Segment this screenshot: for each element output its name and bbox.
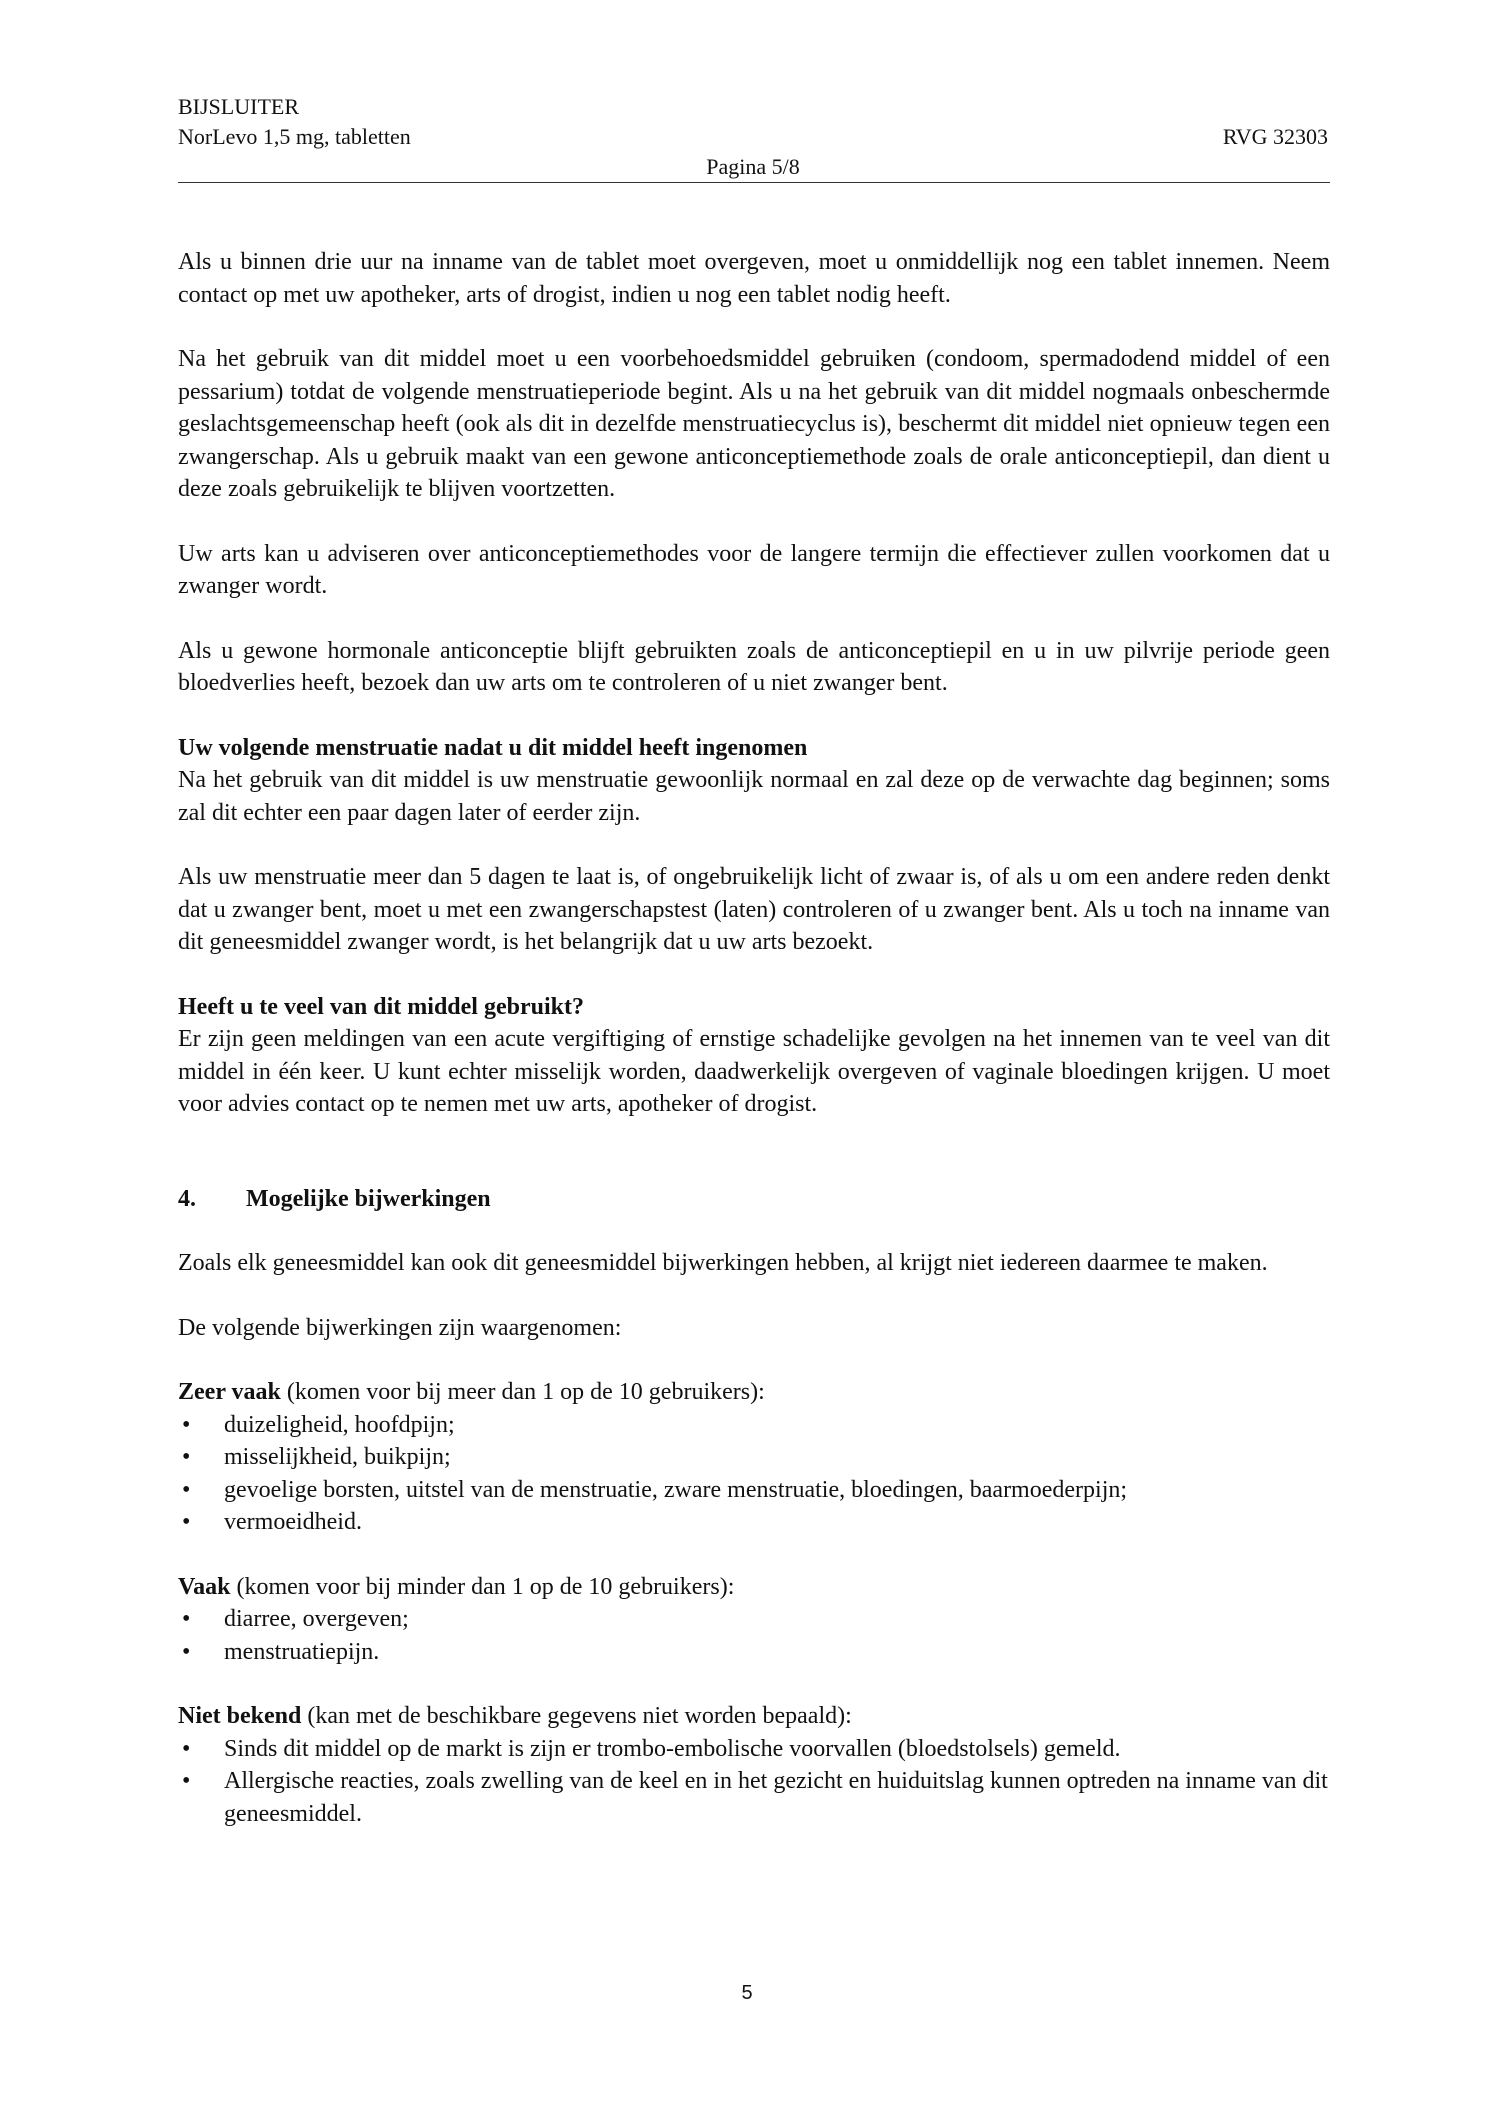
common-list	[178, 1603, 1330, 1668]
list-item	[178, 1603, 1330, 1636]
unknown-heading	[178, 1700, 1330, 1733]
very-common-heading	[178, 1376, 1330, 1409]
list-item-text: misselijkheid, buikpijn;	[224, 1444, 451, 1470]
page-header	[178, 92, 1328, 182]
doc-type: BIJSLUITER	[178, 94, 299, 119]
bullet-icon: •	[182, 1411, 191, 1438]
list-item	[178, 1765, 1330, 1830]
list-item-text: Allergische reacties, zoals zwelling van de keel en in het gezicht en huiduitslag kunnen optreden na inname van dit geneesmiddel.	[224, 1768, 1328, 1827]
common-group	[178, 1571, 1330, 1669]
bullet-icon: •	[182, 1444, 191, 1470]
section-number: 4.	[178, 1185, 196, 1212]
common-label: Vaak	[178, 1573, 231, 1600]
list-item-text: Sinds dit middel op de markt is zijn er trombo-embolische voorvallen (bloedstolsels) gemeld.	[224, 1735, 1121, 1762]
menstruation-text: Na het gebruik van dit middel is uw menstruatie gewoonlijk normaal en zal deze op de verwachte dag beginnen; soms zal dit echter een paar dagen later of eerder zijn.	[178, 767, 1330, 826]
menstruation-heading: Uw volgende menstruatie nadat u dit middel heeft ingenomen	[178, 734, 808, 761]
list-item-text: diarree, overgeven;	[224, 1606, 409, 1632]
list-item	[178, 1409, 1330, 1442]
paragraph-contraception: Na het gebruik van dit middel moet u een voorbehoedsmiddel gebruiken (condoom, spermadodend middel of een pessarium) totdat de volgende menstruatieperiode begint. Als u na het gebruik van dit middel nogmaals onbeschermde geslachtsgemeenschap heeft (ook als dit in dezelfde menstruatiecyclus is), beschermt dit middel niet opnieuw tegen een zwangerschap. Als u gebruik maakt van een gewone anticonceptiemethode zoals de orale anticonceptiepil, dan dient u deze zoals gebruikelijk te blijven voortzetten.	[178, 346, 1330, 502]
very-common-group	[178, 1376, 1330, 1539]
list-item	[178, 1636, 1330, 1669]
unknown-desc: (kan met de beschikbare gegevens niet worden bepaald):	[301, 1703, 852, 1729]
unknown-group	[178, 1700, 1330, 1830]
bullet-icon: •	[182, 1509, 191, 1535]
paragraph-hormonal: Als u gewone hormonale anticonceptie blijft gebruikten zoals de anticonceptiepil en u in uw pilvrije periode geen bloedverlies heeft, bezoek dan uw arts om te controleren of u niet zwanger bent.	[178, 637, 1330, 696]
product-name: NorLevo 1,5 mg, tabletten	[178, 124, 411, 149]
list-item-text: vermoeidheid.	[224, 1509, 362, 1535]
side-effects-observed: De volgende bijwerkingen zijn waargenomen:	[178, 1314, 622, 1341]
menstruation-late-text: Als uw menstruatie meer dan 5 dagen te laat is, of ongebruikelijk licht of zwaar is, of als u om een andere reden denkt dat u zwanger bent, moet u met een zwangerschapstest (laten) controleren of u zwanger bent. Als u toch na inname van dit geneesmiddel zwanger wordt, is het belangrijk dat u uw arts bezoekt.	[178, 864, 1330, 955]
unknown-label: Niet bekend	[178, 1703, 302, 1729]
very-common-list	[178, 1409, 1330, 1539]
list-item	[178, 1506, 1330, 1539]
paragraph-vomit: Als u binnen drie uur na inname van de tablet moet overgeven, moet u onmiddellijk nog een tablet innemen. Neem contact op met uw apotheker, arts of drogist, indien u nog een tablet nodig heeft.	[178, 249, 1330, 308]
bullet-icon: •	[182, 1638, 191, 1665]
header-divider	[178, 182, 1330, 183]
very-common-desc: (komen voor bij meer dan 1 op de 10 gebruikers):	[280, 1379, 765, 1405]
page-content	[178, 246, 1330, 1830]
overdose-section	[178, 991, 1330, 1121]
bullet-icon: •	[182, 1606, 191, 1632]
header-row	[178, 122, 1328, 152]
list-item-text: menstruatiepijn.	[224, 1638, 380, 1665]
bullet-icon: •	[182, 1476, 191, 1503]
overdose-text: Er zijn geen meldingen van een acute vergiftiging of ernstige schadelijke gevolgen na het innemen van te veel van dit middel in één keer. U kunt echter misselijk worden, daadwerkelijk overgeven of vaginale bloedingen krijgen. U moet voor advies contact op te nemen met uw arts, apotheker of drogist.	[178, 1026, 1330, 1117]
paragraph-doctor-advice: Uw arts kan u adviseren over anticonceptiemethodes voor de langere termijn die effectiever zullen voorkomen dat u zwanger wordt.	[178, 540, 1330, 599]
list-item	[178, 1474, 1330, 1507]
overdose-heading: Heeft u te veel van dit middel gebruikt?	[178, 993, 584, 1020]
bullet-icon: •	[182, 1735, 191, 1762]
very-common-label: Zeer vaak	[178, 1379, 281, 1405]
unknown-list	[178, 1733, 1330, 1831]
page-number-footer: 5	[741, 1982, 753, 2004]
menstruation-section	[178, 732, 1330, 830]
bullet-icon: •	[182, 1768, 191, 1794]
list-item	[178, 1733, 1330, 1766]
side-effects-intro: Zoals elk geneesmiddel kan ook dit geneesmiddel bijwerkingen hebben, al krijgt niet iedereen daarmee te maken.	[178, 1250, 1268, 1276]
page-indicator: Pagina 5/8	[706, 154, 800, 179]
rvg-number: RVG 32303	[1222, 124, 1328, 149]
common-desc: (komen voor bij minder dan 1 op de 10 gebruikers):	[230, 1573, 735, 1600]
common-heading	[178, 1571, 1330, 1604]
list-item-text: gevoelige borsten, uitstel van de menstruatie, zware menstruatie, bloedingen, baarmoederpijn;	[224, 1476, 1128, 1503]
list-item	[178, 1441, 1330, 1474]
list-item-text: duizeligheid, hoofdpijn;	[224, 1411, 455, 1438]
section-4-heading	[178, 1183, 1330, 1216]
section-title: Mogelijke bijwerkingen	[246, 1185, 491, 1212]
